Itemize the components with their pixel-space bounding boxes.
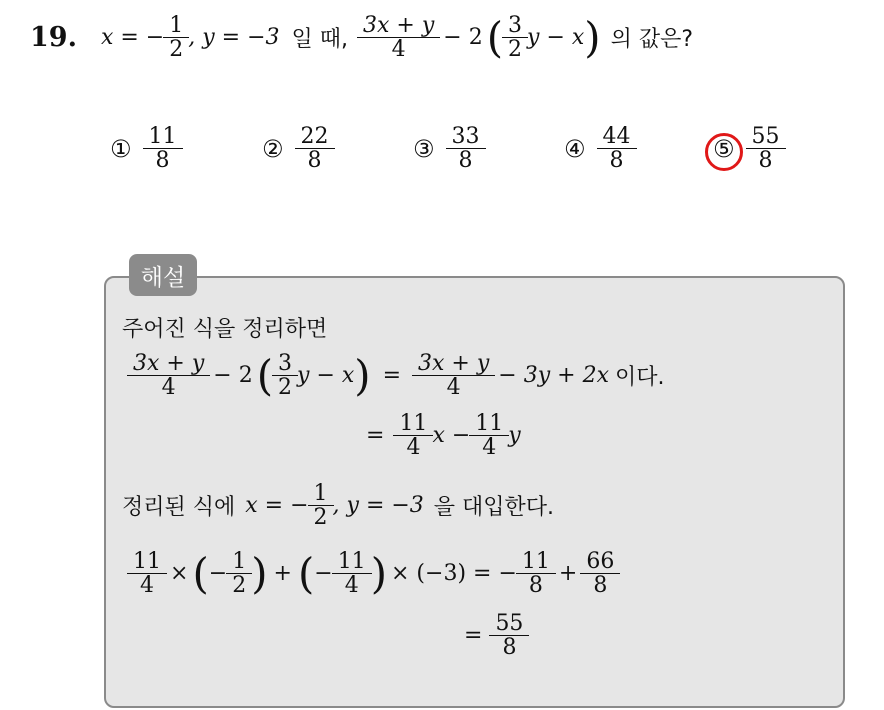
left-paren: ( [297, 548, 315, 598]
expression-mid: − 2 [443, 25, 483, 51]
expression-mid: − 2 [213, 363, 253, 389]
fraction-numerator: 1 [232, 549, 247, 574]
equals-sign: = [366, 423, 385, 449]
fraction-numerator: 11 [133, 549, 161, 574]
left-paren: ( [192, 548, 209, 598]
choice-denominator: 8 [295, 148, 335, 172]
fraction-numerator: 1 [169, 13, 184, 38]
fraction-numerator: 1 [313, 481, 328, 506]
condition-x: x = − [100, 25, 165, 51]
fraction-denominator: 4 [127, 375, 210, 399]
korean-end: 이다. [614, 365, 665, 391]
fraction-denominator: 2 [272, 375, 298, 399]
y-term: y [508, 423, 521, 449]
left-paren: ( [256, 350, 274, 400]
x-term: x − [432, 423, 471, 449]
choice-mark: ⑤ [713, 134, 735, 163]
fraction-numerator: 55 [495, 611, 524, 636]
negative-sign: − [314, 561, 333, 587]
fraction-denominator: 8 [489, 635, 529, 659]
choice-denominator: 8 [446, 148, 486, 172]
right-paren: ) [251, 548, 268, 598]
condition-y: , y = −3 [188, 25, 280, 51]
equals-sign: = [464, 623, 483, 649]
expression-rest: − 3y + 2x [498, 363, 609, 389]
choice-numerator: 11 [148, 124, 177, 149]
plus-sign: + [273, 561, 292, 587]
negative-sign: − [208, 561, 228, 587]
choice-denominator: 8 [143, 148, 183, 172]
solution-line-6 [464, 612, 528, 659]
plus-sign: + [558, 561, 578, 587]
choice-1[interactable] [110, 125, 182, 172]
fraction-numerator: 66 [586, 549, 615, 574]
choice-mark: ③ [413, 134, 435, 163]
solution-line-2 [128, 352, 664, 399]
choice-numerator: 44 [602, 124, 631, 149]
fraction-numerator: 11 [475, 411, 504, 436]
solution-line-1: 주어진 식을 정리하면 [122, 317, 328, 342]
fraction-numerator: 3 [278, 351, 293, 376]
korean-when: 일 때, [291, 27, 349, 53]
fraction-denominator: 4 [127, 573, 167, 597]
times-term: × (−3) = − [391, 561, 517, 587]
choice-numerator: 55 [751, 124, 780, 149]
solution-line-5 [128, 550, 619, 597]
fraction-numerator: 3x + y [133, 351, 205, 376]
fraction-denominator: 2 [163, 37, 189, 61]
korean-ask: 의 값은? [610, 27, 694, 53]
fraction-numerator: 3 [508, 13, 523, 38]
fraction-denominator: 8 [516, 573, 556, 597]
korean-text: 을 대입한다. [433, 495, 555, 521]
condition-y: , y = −3 [332, 493, 424, 519]
condition-fraction [166, 14, 186, 61]
choice-numerator: 33 [451, 124, 480, 149]
left-paren: ( [486, 12, 504, 62]
fraction-numerator: 11 [521, 549, 550, 574]
right-paren: ) [354, 350, 371, 400]
fraction-numerator: 11 [399, 411, 428, 436]
choice-2[interactable] [262, 125, 334, 172]
solution-line-3 [366, 412, 521, 459]
fraction-numerator: 11 [337, 549, 366, 574]
solution-line-4 [122, 482, 554, 529]
fraction-denominator: 4 [357, 37, 440, 61]
right-paren: ) [370, 548, 387, 598]
fraction-denominator: 2 [226, 573, 252, 597]
inner-rest: y − x [527, 25, 585, 51]
choice-3[interactable] [413, 125, 485, 172]
fraction-denominator: 4 [393, 435, 433, 459]
answer-mark-circle [705, 133, 743, 171]
equals-sign: = [382, 363, 402, 389]
times-sign: × [170, 561, 189, 587]
right-paren: ) [584, 12, 601, 62]
fraction-denominator: 4 [412, 375, 495, 399]
fraction-denominator: 2 [502, 37, 528, 61]
choice-4[interactable] [564, 125, 636, 172]
korean-text: 정리된 식에 [122, 495, 236, 521]
fraction-numerator: 3x + y [363, 13, 435, 38]
question-line [30, 14, 693, 61]
inner-rest: y − x [297, 363, 355, 389]
choice-denominator: 8 [597, 148, 637, 172]
fraction-denominator: 4 [332, 573, 372, 597]
fraction-denominator: 8 [580, 573, 620, 597]
fraction-numerator: 3x + y [418, 351, 490, 376]
solution-tag: 해설 [129, 254, 197, 296]
choice-mark: ④ [564, 134, 586, 163]
choice-mark: ① [110, 134, 132, 163]
choice-mark: ② [262, 134, 284, 163]
choice-numerator: 22 [300, 124, 329, 149]
fraction-denominator: 2 [308, 505, 334, 529]
expression-fraction [360, 14, 437, 61]
condition-x: x = − [245, 493, 309, 519]
question-number: 19. [30, 22, 77, 54]
inner-fraction [505, 14, 525, 61]
choice-denominator: 8 [746, 148, 786, 172]
fraction-denominator: 4 [469, 435, 509, 459]
